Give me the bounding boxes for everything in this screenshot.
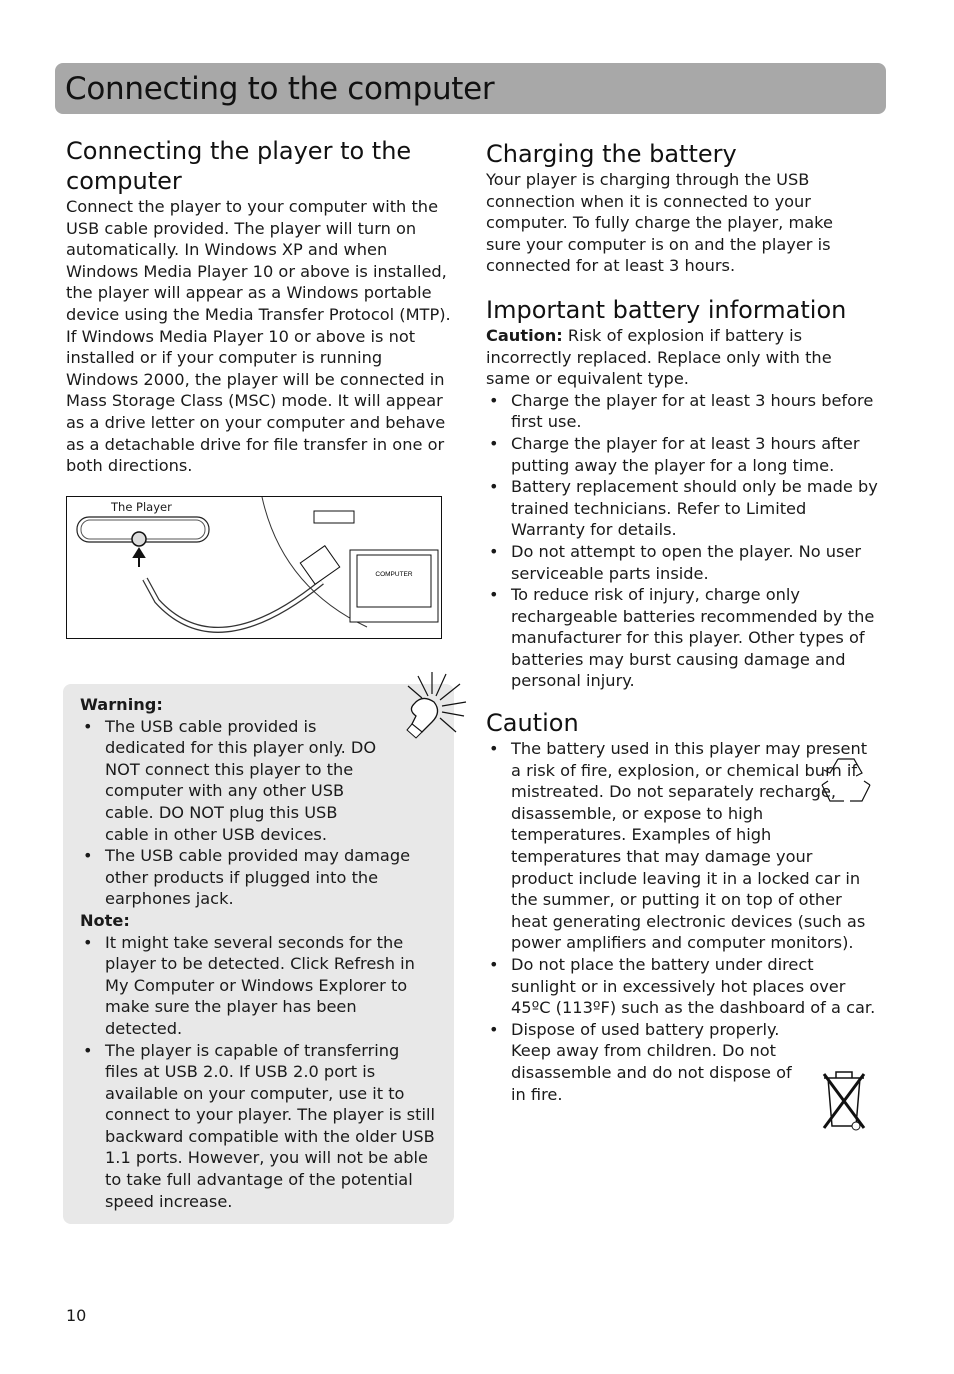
computer-label: COMPUTER [375,571,413,578]
list-item: • To reduce risk of injury, charge only rechargeable batteries recommended by the manufacturer for this player. Other types of batteries may burst causing damage and personal injury. [486,584,878,692]
list-item: • The USB cable provided is dedicated for this player only. DO NOT connect this player to the computer with any other USB cable. DO NOT plug this USB cable in other USB devices. [80,716,436,846]
caution-text: Risk of explosion if battery is incorrectly replaced. Replace only with the same or equivalent type. [486,325,832,389]
list-item: • Dispose of used battery properly. Keep away from children. Do not disassemble and do not dispose of in fire. [486,1019,878,1105]
warning-list [80,716,436,910]
lightbulb-icon [386,668,468,750]
title-bar [55,63,886,114]
list-item: • Charge the player for at least 3 hours before first use. [486,390,878,433]
note-label: Note: [80,910,130,930]
connection-diagram [66,496,442,639]
charging-heading: Charging the battery [486,140,737,168]
warning-label: Warning: [80,695,163,714]
left-column [66,136,458,477]
list-item: • The battery used in this player may present a risk of fire, explosion, or chemical burn if mistreated. Do not separately recharge, disassemble, or expose to high temperatures. Examples of high temperatures that may damage your product include leaving it in a locked car in the summer, or putting it on top of other heat generating electronic devices (such as power amplifiers and computer monitors). [486,738,878,954]
no-trash-bin-icon [820,1068,868,1132]
connection-illustration [67,497,440,637]
warning-note-box [63,684,454,1224]
list-item: • Do not place the battery under direct sunlight or in excessively hot places over 45ºC (113ºF) such as the dashboard of a car. [486,954,878,1019]
caution-label: Caution: [486,325,563,345]
right-column [486,139,878,1105]
list-item: • Do not attempt to open the player. No user serviceable parts inside. [486,541,878,584]
caution-heading: Caution [486,709,579,738]
charging-body: Your player is charging through the USB connection when it is connected to your computer. To fully charge the player, make sure your computer is on and the player is connected for at least 3 hours. [486,170,833,276]
list-item: • Battery replacement should only be made by trained technicians. Refer to Limited Warranty for details. [486,476,878,541]
note-list [80,932,436,1213]
connecting-heading: Connecting the player to the computer [66,137,412,195]
battery-list [486,390,878,692]
page-title: Connecting to the computer [65,71,495,107]
list-item: • The player is capable of transferring files at USB 2.0. If USB 2.0 port is available on your computer, use it to connect to your player. The player is still backward compatible with the older USB 1.1 ports. However, you will not be able to take full advantage of the potential speed increase. [80,1040,436,1213]
recycle-icon [816,755,876,811]
page-number: 10 [66,1306,87,1325]
player-label: The Player [111,500,172,514]
list-item: • It might take several seconds for the player to be detected. Click Refresh in My Computer or Windows Explorer to make sure the player has been detected. [80,932,436,1040]
list-item: • The USB cable provided may damage other products if plugged into the earphones jack. [80,845,436,910]
battery-heading: Important battery information [486,295,847,324]
connecting-body: Connect the player to your computer with the USB cable provided. The player will turn on automatically. In Windows XP and when Windows Media Player 10 or above is installed, the player will appear as a Windows portable device using the Media Transfer Protocol (MTP). If Windows Media Player 10 or above is not installed or if your computer is running Windows 2000, the player will be connected in Mass Storage Class (MSC) mode. It will appear as a drive letter on your computer and behave as a detachable drive for file transfer in one or both directions. [66,197,451,476]
list-item: • Charge the player for at least 3 hours after putting away the player for a long time. [486,433,878,476]
